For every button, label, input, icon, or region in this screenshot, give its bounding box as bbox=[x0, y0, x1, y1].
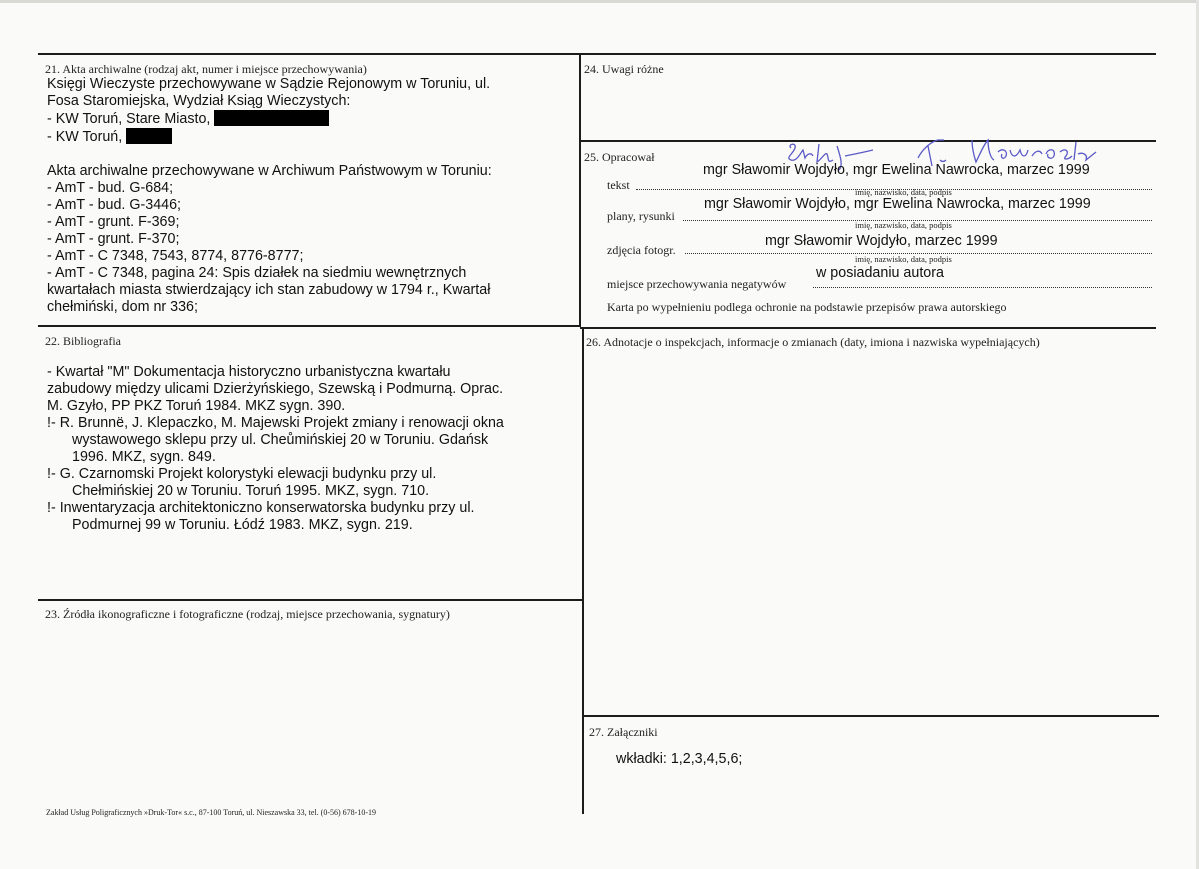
kw-line-1: Księgi Wieczyste przechowywane w Sądzie Rejonowym w Toruniu, ul. bbox=[47, 76, 491, 92]
kw-line-3-text: - KW Toruń, Stare Miasto, bbox=[47, 111, 211, 127]
tekst-value: mgr Sławomir Wojdyło, mgr Ewelina Nawrocka, marzec 1999 bbox=[703, 162, 1090, 178]
plany-hint: imię, nazwisko, data, podpis bbox=[855, 220, 952, 230]
kw-line-2: Fosa Staromiejska, Wydział Ksiąg Wieczystych: bbox=[47, 93, 351, 109]
attachments-value: wkładki: 1,2,3,4,5,6; bbox=[616, 751, 743, 767]
negatywy-label: miejsce przechowywania negatywów bbox=[607, 277, 787, 291]
left-rule-21-22 bbox=[38, 325, 580, 327]
redaction-bar bbox=[126, 128, 172, 144]
printer-footer: Zakład Usług Poligraficznych »Druk-Tor« s.c., 87-100 Toruń, ul. Nieszawska 33, tel. (0-56) 678-10-19 bbox=[46, 808, 376, 817]
section-24-header: 24. Uwagi różne bbox=[584, 62, 664, 76]
plany-label: plany, rysunki bbox=[607, 209, 675, 223]
negatywy-value: w posiadaniu autora bbox=[816, 265, 944, 281]
kw-line-3 bbox=[47, 110, 492, 128]
bibliography-entry: !- R. Brunnë, J. Klepaczko, M. Majewski Projekt zmiany i renowacji okna bbox=[47, 415, 504, 431]
section-23-header: 23. Źródła ikonograficzne i fotograficzne (rodzaj, miejsce przechowania, sygnatury) bbox=[45, 607, 450, 621]
right-rule-25-26 bbox=[580, 327, 1156, 329]
archive-line: chełmiński, dom nr 336; bbox=[47, 299, 198, 315]
section-21-header: 21. Akta archiwalne (rodzaj akt, numer i miejsce przechowywania) bbox=[45, 62, 367, 76]
zdjecia-hint: imię, nazwisko, data, podpis bbox=[855, 254, 952, 264]
bibliography-entry-continued: Chełmińskiej 20 w Toruniu. Toruń 1995. MKZ, sygn. 710. bbox=[72, 483, 430, 499]
kw-line-4 bbox=[47, 128, 492, 146]
bibliography-entry: !- Inwentaryzacja architektoniczno konserwatorska budynku przy ul. bbox=[47, 500, 475, 516]
bibliography-entry-continued: wystawowego sklepu przy ul. Cheůmińskiej 20 w Toruniu. Gdańsk bbox=[72, 432, 489, 448]
archive-line: - AmT - bud. G-3446; bbox=[47, 197, 182, 213]
center-divider bbox=[579, 53, 581, 327]
bibliography-entry: - Kwartał "M" Dokumentacja historyczno urbanistyczna kwartału bbox=[47, 364, 451, 380]
zdjecia-label: zdjęcia fotogr. bbox=[607, 243, 676, 257]
section-26-header: 26. Adnotacje o inspekcjach, informacje o zmianach (daty, imiona i nazwiska wypełniających) bbox=[586, 335, 1040, 349]
zdjecia-value: mgr Sławomir Wojdyło, marzec 1999 bbox=[765, 233, 998, 249]
spacer bbox=[47, 146, 492, 163]
archive-line: - AmT - C 7348, 7543, 8774, 8776-8777; bbox=[47, 248, 304, 264]
center-divider-lower bbox=[582, 327, 584, 814]
kw-line-4-text: - KW Toruń, bbox=[47, 129, 123, 145]
card-edge-top bbox=[0, 0, 1199, 3]
section-27-header: 27. Załączniki bbox=[589, 725, 658, 739]
section-25-header: 25. Opracował bbox=[584, 150, 655, 164]
bibliography-entry-continued: M. Gzyło, PP PKZ Toruń 1984. MKZ sygn. 390. bbox=[47, 398, 346, 414]
tekst-label: tekst bbox=[607, 178, 630, 192]
archive-line: - AmT - grunt. F-369; bbox=[47, 214, 180, 230]
bibliography-entry: !- G. Czarnomski Projekt kolorystyki elewacji budynku przy ul. bbox=[47, 466, 437, 482]
archive-line: kwartałach miasta stwierdzający ich stan zabudowy w 1794 r., Kwartał bbox=[47, 282, 491, 298]
archive-line: - AmT - bud. G-684; bbox=[47, 180, 174, 196]
bibliography-list bbox=[47, 364, 504, 534]
bibliography-entry-continued: zabudowy między ulicami Dzierżyńskiego, Szewską i Podmurną. Oprac. bbox=[47, 381, 504, 397]
bibliography-entry-continued: Podmurnej 99 w Toruniu. Łódź 1983. MKZ, sygn. 219. bbox=[72, 517, 413, 533]
archive-line: - AmT - C 7348, pagina 24: Spis działek na siedmiu wewnętrznych bbox=[47, 265, 467, 281]
section-22-header: 22. Bibliografia bbox=[45, 334, 121, 348]
section-21-content bbox=[47, 76, 492, 316]
tekst-hint: imię, nazwisko, data, podpis bbox=[855, 187, 952, 197]
redaction-bar bbox=[214, 110, 329, 126]
archive-line: - AmT - grunt. F-370; bbox=[47, 231, 180, 247]
copyright-note: Karta po wypełnieniu podlega ochronie na podstawie przepisów prawa autorskiego bbox=[607, 300, 1007, 314]
archive-line: Akta archiwalne przechowywane w Archiwum Państwowym w Toruniu: bbox=[47, 163, 492, 179]
top-rule bbox=[38, 53, 1156, 55]
left-rule-22-23 bbox=[38, 599, 582, 601]
right-rule-26-27 bbox=[583, 715, 1159, 717]
negatywy-dotted-line bbox=[813, 287, 1152, 288]
bibliography-entry-continued: 1996. MKZ, sygn. 849. bbox=[72, 449, 216, 465]
plany-value: mgr Sławomir Wojdyło, mgr Ewelina Nawrocka, marzec 1999 bbox=[704, 196, 1091, 212]
